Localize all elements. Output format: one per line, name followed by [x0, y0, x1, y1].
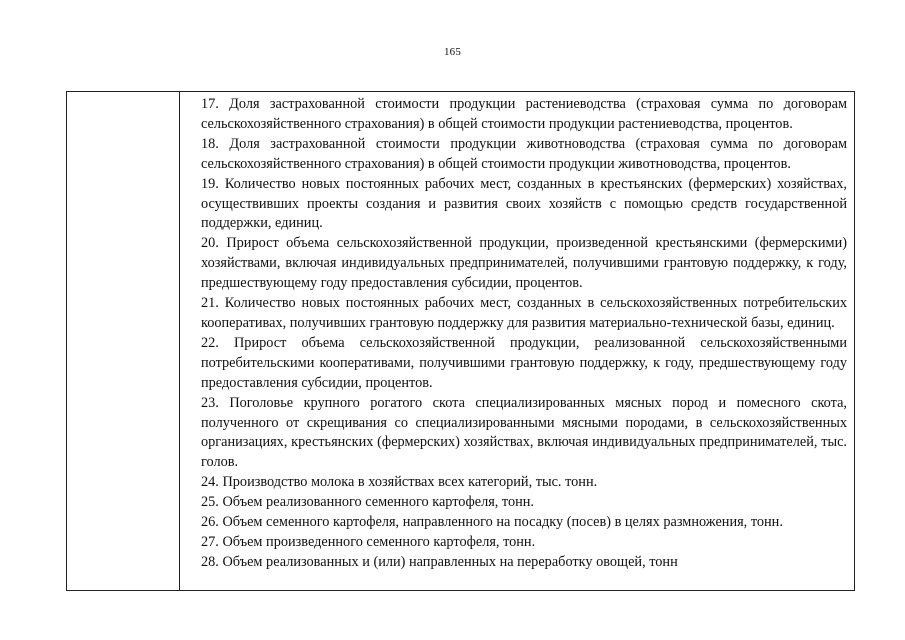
indicator-item-22: 22. Прирост объема сельскохозяйственной продукции, реализованной сельскохозяйственными потребительскими кооперативами, получившими грантовую поддержку, к году, предшествующему году предоставления субсидии, процентов.	[201, 334, 847, 391]
indicator-item-21: 21. Количество новых постоянных рабочих мест, созданных в сельскохозяйственных потребительских кооперативах, получивших грантовую поддержку для развития материально-технической базы, единиц.	[201, 295, 847, 331]
indicator-item-28: 28. Объем реализованных и (или) направленных на переработку овощей, тонн	[201, 553, 678, 570]
indicator-item-27: 27. Объем произведенного семенного картофеля, тонн.	[201, 533, 536, 550]
indicator-item-18: 18. Доля застрахованной стоимости продукции животноводства (страховая сумма по договорам сельскохозяйственного страхования) в общей стоимости продукции животноводства, процентов.	[201, 135, 847, 172]
column-divider	[179, 92, 180, 590]
indicator-table	[66, 91, 855, 591]
indicator-item-26: 26. Объем семенного картофеля, направленного на посадку (посев) в целях размножения, тонн.	[201, 514, 783, 531]
page-number: 165	[443, 46, 462, 58]
indicator-item-23: 23. Поголовье крупного рогатого скота специализированных мясных пород и помесного скота, полученного от скрещивания со специализированными мясными породами, в сельскохозяйственных организациях, крестьянских (фермерских) хозяйствах, включая индивидуальных предпринимателей, тыс. голов.	[201, 394, 847, 471]
indicator-item-20: 20. Прирост объема сельскохозяйственной продукции, произведенной крестьянскими (фермерскими) хозяйствами, включая индивидуальных предпринимателей, получившими грантовую поддержку, к году, предшествующему году предоставления субсидии, процентов.	[201, 235, 847, 292]
indicator-item-19: 19. Количество новых постоянных рабочих мест, созданных в крестьянских (фермерских) хозяйствах, осуществивших проекты создания и развития своих хозяйств с помощью средств государственной поддержки, единиц.	[201, 175, 847, 232]
indicator-list	[201, 95, 847, 573]
indicator-item-17: 17. Доля застрахованной стоимости продукции растениеводства (страховая сумма по договорам сельскохозяйственного страхования) в общей стоимости продукции растениеводства, процентов.	[201, 96, 847, 132]
indicator-item-24: 24. Производство молока в хозяйствах всех категорий, тыс. тонн.	[201, 474, 598, 491]
indicator-item-25: 25. Объем реализованного семенного картофеля, тонн.	[201, 494, 535, 511]
